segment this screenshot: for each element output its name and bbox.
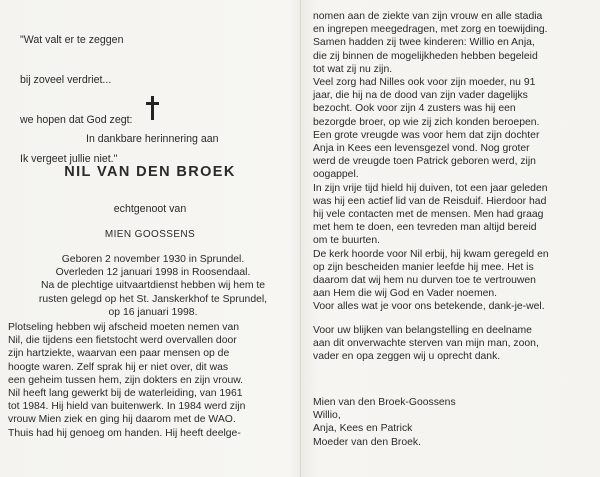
poem-line: "Wat valt er te zeggen: [20, 34, 124, 47]
bio-line: daarom dat wij hem nu durven toe te vertrouwen: [313, 275, 536, 287]
spouse-name: MIEN GOOSSENS: [104, 229, 196, 240]
bio-line: oogappel.: [313, 169, 359, 181]
thanks-line: Voor uw blijken van belangstelling en deelname: [313, 325, 532, 336]
dates-line: Geboren 2 november 1930 in Sprundel.: [61, 254, 245, 265]
thanks-line: aan dit onverwachte sterven van mijn man, zoon,: [313, 338, 539, 350]
bio-line: jaar, die hij na de dood van zijn vader dagelijks: [313, 90, 528, 102]
bio-line: In zijn vrije tijd hield hij duiven, tot een jaar geleden: [313, 182, 548, 194]
bio-line: nomen aan de ziekte van zijn vrouw en alle stadia: [313, 11, 543, 22]
bio-line: zijn hartziekte, waarvan een paar mensen op de: [8, 348, 230, 360]
bio-line: bezorgde broer, op wie zij zich konden beroepen.: [313, 116, 540, 128]
dates-line: Na de plechtige uitvaartdienst hebben wij hem te: [40, 280, 266, 292]
biography-left: [8, 321, 292, 440]
bio-line: een geheim tussen hem, zijn dokters en zijn vrouw.: [8, 374, 244, 386]
bio-line: op zijn bescheiden manier leefde hij mee. Het is: [313, 261, 534, 273]
deceased-name: NIL VAN DEN BROEK: [64, 164, 236, 180]
bio-line: hij vele contacten met de mensen. Men had graag: [313, 209, 544, 221]
dates-block: [22, 253, 284, 319]
memory-line: In dankbare herinnering aan: [86, 133, 219, 145]
fold-line: [300, 0, 301, 477]
bio-line: Anja in Kees een levensgezel vond. Nog groter: [313, 143, 530, 155]
bio-line: Voor alles wat je voor ons betekende, dank-je-wel.: [313, 301, 545, 313]
poem-line: bij zoveel verdriet...: [20, 74, 112, 87]
dates-line: op 16 januari 1998.: [108, 306, 198, 318]
bio-line: Een grote vreugde was voor hem dat zijn dochter: [313, 129, 540, 141]
signatory-line: Willio,: [313, 410, 341, 422]
poem-line: Ik vergeet jullie niet.": [20, 153, 118, 166]
bio-line: tot 1984. Hij hield van buitenwerk. In 1984 werd zijn: [8, 401, 246, 413]
signatories: [313, 396, 589, 449]
bio-line: en ingrepen meegedragen, met zorg en toewijding.: [313, 24, 548, 36]
bio-line: hoogte waren. Zelf sprak hij er niet over, dit was: [8, 361, 229, 373]
bio-line: was hij een actief lid van de Reisduif. Hierdoor had: [313, 195, 547, 207]
biography-right: [313, 10, 589, 314]
dates-line: rusten gelegd op het St. Janskerkhof te Sprundel,: [38, 293, 268, 305]
signatory-line: Anja, Kees en Patrick: [313, 423, 413, 435]
bio-line: bezocht. Ook voor zijn 4 zusters was hij een: [313, 103, 516, 115]
bio-line: Nil, die tijdens een fietstocht werd overvallen door: [8, 335, 237, 347]
bio-line: Samen hadden zij twee kinderen: Willio en Anja,: [313, 37, 535, 49]
bio-line: De kerk hoorde voor Nil erbij, hij kwam geregeld en: [313, 248, 549, 260]
thanks-line: vader en opa zeggen wij u oprecht dank.: [313, 351, 501, 363]
signatory-line: Moeder van den Broek.: [313, 436, 422, 448]
bio-line: vrouw Mien ziek en ging hij daarom met de WAO.: [8, 414, 236, 426]
bio-line: Nil heeft lang gewerkt bij de waterleiding, van 1961: [8, 388, 243, 400]
bio-line: tot wat zij nu zijn.: [313, 63, 393, 75]
dates-line: Overleden 12 januari 1998 in Roosendaal.: [55, 267, 251, 279]
thanks-block: [313, 324, 589, 364]
bio-line: Thuis had hij genoeg om handen. Hij heeft deelge-: [8, 427, 241, 439]
cross-icon: [146, 96, 158, 120]
bio-line: die zij binnen de mogelijkheden hebben begeleid: [313, 50, 538, 62]
bio-line: werd de vreugde toen Patrick geboren werd, zijn: [313, 156, 536, 168]
bio-line: Veel zorg had Nilles ook voor zijn moeder, nu 91: [313, 77, 536, 89]
spouse-label: echtgenoot van: [113, 203, 187, 215]
signatory-line: Mien van den Broek-Goossens: [313, 397, 456, 408]
bio-line: Plotseling hebben wij afscheid moeten nemen van: [8, 322, 240, 333]
bio-line: aan Hem die wij God en Vader noemen.: [313, 288, 498, 300]
bio-line: om te buurten.: [313, 235, 381, 247]
bio-line: met hem te doen, een tevreden man altijd bereid: [313, 222, 537, 234]
poem-line: we hopen dat God zegt:: [20, 113, 133, 126]
